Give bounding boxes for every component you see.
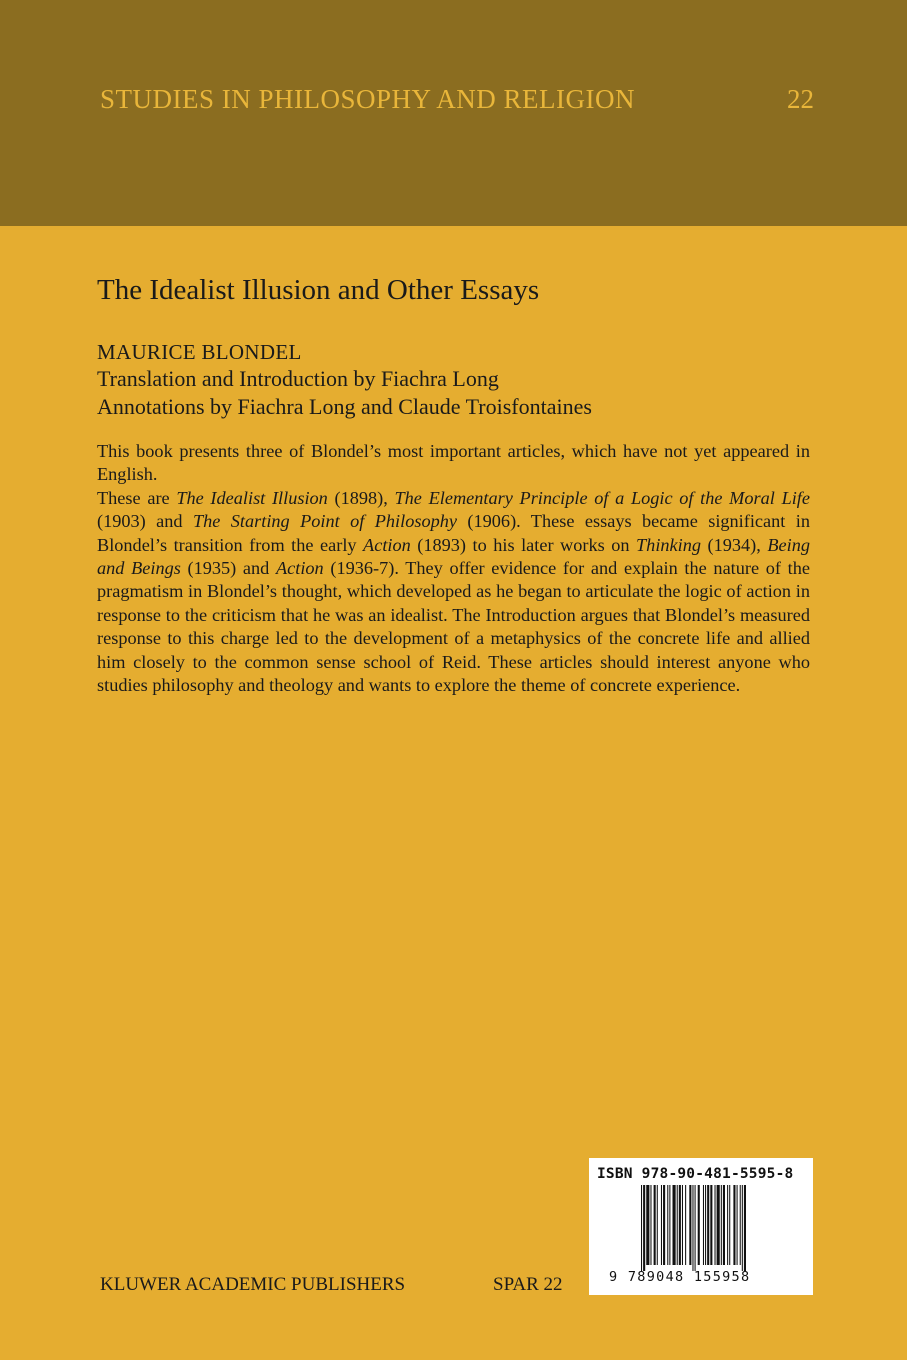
work-title: The Elementary Principle of a Logic of the Moral Life bbox=[394, 487, 811, 508]
barcode-bar bbox=[707, 1185, 709, 1265]
barcode-image bbox=[641, 1185, 779, 1271]
barcode-bar bbox=[679, 1185, 681, 1265]
barcode-bar bbox=[721, 1185, 722, 1265]
barcode-bar bbox=[682, 1185, 683, 1265]
barcode-bar bbox=[705, 1185, 706, 1265]
work-title: The Starting Point of Philosophy bbox=[192, 511, 458, 532]
barcode-bar bbox=[710, 1185, 712, 1265]
barcode-bar bbox=[740, 1185, 741, 1265]
barcode-bar bbox=[667, 1185, 668, 1265]
barcode-bar bbox=[657, 1185, 658, 1265]
barcode-bar bbox=[661, 1185, 662, 1265]
isbn-text: ISBN 978-90-481-5595-8 bbox=[597, 1166, 794, 1182]
work-title: Action bbox=[275, 558, 324, 579]
publisher-name: KLUWER ACADEMIC PUBLISHERS bbox=[100, 1274, 406, 1295]
translation-credit: Translation and Introduction by Fiachra Long bbox=[97, 366, 499, 391]
barcode-bar bbox=[703, 1185, 704, 1265]
work-title: Thinking bbox=[636, 534, 702, 555]
work-title: Action bbox=[363, 534, 411, 555]
barcode-bar bbox=[677, 1185, 678, 1265]
description-paragraph-2: These are The Idealist Illusion (1898), The Elementary Principle of a Logic of the Moral Life (1903) and The Starting Point of Philosophy (1906). These essays became significant in Blondel’s transition from the early Action (1893) to his later works on Thinking (1934), Being and Beings (1935) and Action (1936-7). They offer evidence for and explain the nature of the pragmatism in Blondel’s thought, which developed as he began to articulate the logic of action in response to the criticism that he was an idealist. The Introduction argues that Blondel’s measured response to this charge led to the development of a metaphysics of the concrete life and allied him closely to the common sense school of Reid. These articles should interest anyone who studies philosophy and theology and wants to explore the theme of concrete experience. bbox=[97, 487, 811, 696]
barcode-bar bbox=[689, 1185, 691, 1265]
barcode-bar bbox=[695, 1185, 696, 1271]
barcode-bar bbox=[744, 1185, 746, 1271]
barcode-bar bbox=[729, 1185, 730, 1265]
work-title: Being and Beings bbox=[97, 534, 810, 579]
barcode-bar bbox=[717, 1185, 720, 1265]
barcode-digits: 9 789048 155958 bbox=[609, 1269, 751, 1285]
barcode-bar bbox=[723, 1185, 725, 1265]
barcode-bar bbox=[737, 1185, 738, 1265]
book-description bbox=[97, 440, 810, 697]
barcode-bar bbox=[692, 1185, 693, 1271]
description-paragraph-1: This book presents three of Blondel’s most important articles, which have not yet appeared in English. bbox=[97, 441, 810, 485]
barcode-bar bbox=[733, 1185, 735, 1265]
author-name: MAURICE BLONDEL bbox=[97, 340, 302, 364]
series-header-band bbox=[0, 0, 907, 226]
barcode-bar bbox=[715, 1185, 716, 1265]
barcode-bar bbox=[698, 1185, 700, 1265]
barcode-bar bbox=[650, 1185, 651, 1265]
series-title: STUDIES IN PHILOSOPHY AND RELIGION bbox=[100, 84, 635, 114]
book-title: The Idealist Illusion and Other Essays bbox=[97, 274, 540, 306]
annotation-credit: Annotations by Fiachra Long and Claude Troisfontaines bbox=[97, 394, 592, 419]
barcode-bar bbox=[646, 1185, 649, 1265]
barcode-bar bbox=[673, 1185, 676, 1265]
barcode-bar bbox=[663, 1185, 665, 1265]
barcode-bar bbox=[654, 1185, 656, 1265]
series-code: SPAR 22 bbox=[493, 1274, 563, 1295]
work-title: The Idealist Illusion bbox=[176, 487, 328, 508]
barcode-bar bbox=[727, 1185, 728, 1265]
barcode-bar bbox=[669, 1185, 670, 1265]
barcode-bar bbox=[685, 1185, 686, 1265]
barcode-label bbox=[589, 1158, 813, 1295]
barcode-bar bbox=[742, 1185, 743, 1271]
barcode-bar bbox=[641, 1185, 642, 1271]
series-number: 22 bbox=[787, 84, 814, 114]
barcode-bar bbox=[643, 1185, 645, 1271]
